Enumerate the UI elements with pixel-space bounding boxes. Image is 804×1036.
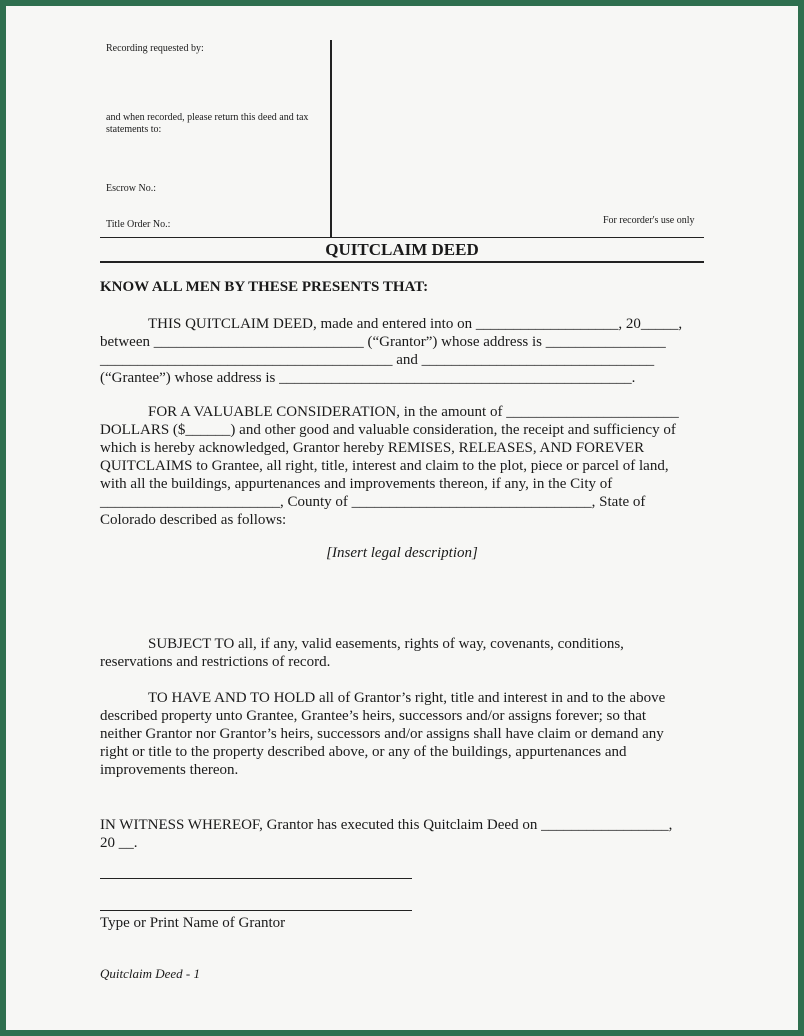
paragraph-subject-to — [100, 635, 700, 671]
legal-description-placeholder: [Insert legal description] — [326, 545, 478, 561]
title-rule-bottom — [100, 261, 704, 263]
paragraph-line-text: TO HAVE AND TO HOLD all of Grantor’s right, title and interest in and to the above — [148, 690, 666, 706]
paragraph-line-text: FOR A VALUABLE CONSIDERATION, in the amount of _______________________ — [148, 404, 679, 420]
paragraph-line: 20 __. — [100, 835, 138, 851]
paragraph-line: improvements thereon. — [100, 762, 239, 778]
paragraph-line — [100, 403, 700, 421]
paragraph-parties — [100, 315, 700, 387]
paragraph-line: which is hereby acknowledged, Grantor hereby REMISES, RELEASES, AND FOREVER — [100, 440, 645, 456]
paragraph-line: ________________________, County of ________________________________, State of — [100, 494, 646, 510]
paragraph-line: DOLLARS ($______) and other good and valuable consideration, the receipt and sufficiency of — [100, 422, 676, 438]
paragraph-line: reservations and restrictions of record. — [100, 654, 331, 670]
paragraph-habendum — [100, 689, 700, 779]
recording-requested-label: Recording requested by: — [106, 43, 204, 54]
return-instructions-line1: and when recorded, please return this deed and tax — [106, 112, 309, 123]
grantor-name-caption: Type or Print Name of Grantor — [100, 915, 286, 931]
paragraph-line-text: SUBJECT TO all, if any, valid easements, rights of way, covenants, conditions, — [148, 636, 624, 652]
paragraph-line: IN WITNESS WHEREOF, Grantor has executed this Quitclaim Deed on _________________, — [100, 817, 673, 833]
paragraph-line: between ____________________________ (“Grantor”) whose address is ________________ — [100, 334, 666, 350]
paragraph-line: with all the buildings, appurtenances and improvements thereon, if any, in the City of — [100, 476, 613, 492]
escrow-number-label: Escrow No.: — [106, 183, 156, 194]
paragraph-line: neither Grantor nor Grantor’s heirs, successors and/or assigns shall have claim or demand any — [100, 726, 664, 742]
header-rule-top — [100, 237, 704, 238]
paragraph-line: _______________________________________ and _______________________________ — [100, 352, 655, 368]
title-order-label: Title Order No.: — [106, 219, 171, 230]
paragraph-line — [100, 315, 700, 333]
paragraph-line: described property unto Grantee, Grantee’s heirs, successors and/or assigns forever; so that — [100, 708, 647, 724]
paragraph-line: QUITCLAIMS to Grantee, all right, title, interest and claim to the plot, piece or parcel of land, — [100, 458, 669, 474]
know-all-heading: KNOW ALL MEN BY THESE PRESENTS THAT: — [100, 279, 429, 295]
paragraph-line — [100, 689, 700, 707]
paragraph-line-text: THIS QUITCLAIM DEED, made and entered into on ___________________, 20_____, — [148, 316, 683, 332]
witness-clause — [100, 816, 700, 852]
document-page — [6, 6, 798, 1030]
paragraph-line: Colorado described as follows: — [100, 512, 287, 528]
paragraph-consideration — [100, 403, 700, 529]
page-footer: Quitclaim Deed - 1 — [100, 966, 201, 981]
paragraph-line: right or title to the property described above, or any of the buildings, appurtenances and — [100, 744, 627, 760]
paragraph-line: (“Grantee”) whose address is _______________________________________________. — [100, 370, 636, 386]
grantor-signature-line — [100, 878, 412, 879]
return-instructions-line2: statements to: — [106, 124, 162, 135]
document-title: QUITCLAIM DEED — [325, 240, 479, 259]
grantor-name-line — [100, 910, 412, 911]
header-divider-vertical — [330, 40, 332, 238]
recorder-use-label: For recorder's use only — [603, 215, 695, 226]
paragraph-line — [100, 635, 700, 653]
